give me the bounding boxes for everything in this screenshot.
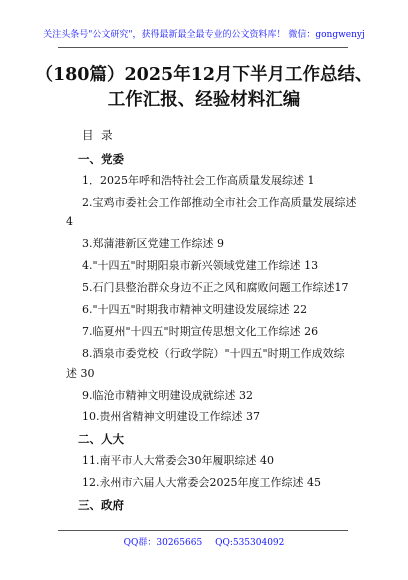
- toc-entry-7[interactable]: 7.临夏州"十四五"时期宣传思想文化工作综述 26: [82, 325, 319, 338]
- title-line-2: 工作汇报、经验材料汇编: [107, 90, 301, 110]
- header-note: 关注头条号"公文研究"，获得最新最全最专业的公文资料库！ 微信：gongwenyj: [43, 30, 365, 40]
- toc-heading: 目 录: [82, 128, 115, 142]
- toc-entry-2[interactable]: 2.宝鸡市委社会工作部推动全市社会工作高质量发展综述: [82, 196, 357, 209]
- title-line-1: （180篇）2025年12月下半月工作总结、: [35, 65, 373, 85]
- footer-contact: [0, 535, 408, 548]
- toc-entry-6[interactable]: 6."十四五"时期我市精神文明建设发展综述 22: [82, 303, 308, 316]
- toc-entry-2-page[interactable]: 4: [66, 215, 73, 228]
- toc-entry-4[interactable]: 4."十四五"时期阳泉市新兴领域党建工作综述 13: [82, 259, 319, 272]
- toc-section-government: 三、政府: [78, 498, 124, 512]
- toc-entry-11[interactable]: 11.南平市人大常委会30年履职综述 40: [82, 454, 274, 467]
- toc-entry-12[interactable]: 12.永州市六届人大常委会2025年度工作综述 45: [82, 476, 321, 489]
- toc-entry-1[interactable]: 1．2025年呼和浩特社会工作高质量发展综述 1: [82, 174, 315, 187]
- header-divider: [58, 47, 348, 48]
- toc-entry-5[interactable]: 5.石门县整治群众身边不正之风和腐败问题工作综述17: [82, 281, 349, 294]
- toc-section-npc: 二、人大: [78, 432, 124, 446]
- toc-entry-3[interactable]: 3.郑蒲港新区党建工作综述 9: [82, 237, 224, 250]
- toc-entry-9[interactable]: 9.临沧市精神文明建设成就综述 32: [82, 389, 253, 402]
- toc-entry-10[interactable]: 10.贵州省精神文明建设工作综述 37: [82, 410, 260, 423]
- document-title: [0, 63, 408, 113]
- toc-entry-8-continued[interactable]: 述 30: [66, 367, 95, 380]
- footer-divider: [58, 530, 348, 531]
- toc-section-party-committee: 一、党委: [78, 152, 124, 166]
- footer-qq-group: QQ群：30265665: [123, 538, 203, 548]
- footer-qq: QQ:535304092: [215, 538, 285, 548]
- toc-entry-8[interactable]: 8.酒泉市委党校（行政学院）"十四五"时期工作成效综: [82, 347, 345, 360]
